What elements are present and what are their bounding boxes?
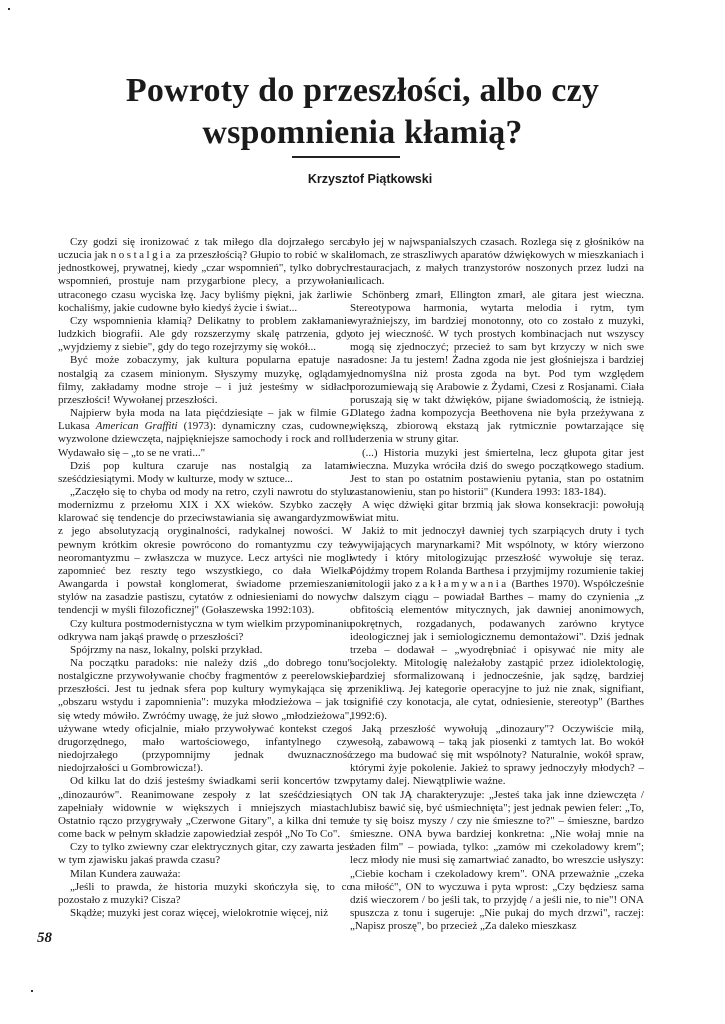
paragraph: Jaką przeszłość wywołują „dinozaury"? Oczywiście miłą, wesołą, zabawową – taką jak piosenki z tamtych lat. Bo wokół czego ma budować się mit wspólnoty? Naturalnie, wokół spraw, którymi żyje pokolenie. Jakież to sprawy jednoczyły młodych? – pytamy dalej. Niewątpliwie ważne. bbox=[350, 722, 644, 788]
title-divider bbox=[292, 156, 400, 158]
paragraph: Od kilku lat do dziś jesteśmy świadkami serii koncertów tzw. „dinozaurów". Reanimowane zespoły z lat sześćdziesiątych zapełniały widownie w większych i mniejszych miastach. Ostatnio rączo przygrywały „Czerwone Gitary", a kilka dni temu come back w pełnym składzie zapowiedział zespół „No To Co". bbox=[58, 775, 352, 841]
paragraph: Skądże; muzyki jest coraz więcej, wielokrotnie więcej, niż bbox=[70, 906, 329, 919]
paragraph: Milan Kundera zauważa: bbox=[70, 867, 181, 880]
paragraph: Być może zobaczymy, jak kultura popularna epatuje nas nostalgią za czasem minionym. Słyszymy muzykę, oglądamy filmy, zakładamy modne stroje – i już jesteśmy w sidłach przeszłości! Wywołanej przeszłości. bbox=[58, 354, 352, 406]
paragraph: Dziś pop kultura czaruje nas nostalgią za latami sześćdziesiątymi. Mody w kulturze, mody w sztuce... bbox=[58, 459, 352, 485]
paragraph: Czy wspomnienia kłamią? Delikatny to problem zakłamanie ludzkich biografii. Ale gdy rozszerzymy skalę patrzenia, gdy „wyjdziemy z siebie", gdy do tego rozejrzymy się wokół... bbox=[58, 314, 352, 354]
paragraph: Czy godzi się ironizować z tak miłego dla dojrzałego serca uczucia jak nostalgia za przeszłością? Głupio to robić w skali jednostkowej, prywatnej, kiedy „czar wspomnień", tylko dobrych wspomnień, prostuje nam przygarbione plecy, a przywołanie utraconego czasu wyciska łzę. Jacy byliśmy piękni, jak żarliwie kochaliśmy, jakie cudowne było kiedyś życie i świat... bbox=[58, 236, 353, 314]
paragraph: „Jeśli to prawda, że historia muzyki skończyła się, to co pozostało z muzyki? Cisza? bbox=[58, 880, 352, 906]
paragraph: Jakiż to mit jednoczył dawniej tych szarpiących druty i tych wywijających marynarkami? Mit wspólnoty, w który wierzono wtedy i który mitologizując przeszłość wywołuje się teraz. Pójdźmy tropem Rolanda Barthesa i przyjmijmy rozumienie takiej mitologii jako zakłamywania (Barthes 1970). Współcześnie w dalszym ciągu – powiadał Barthes – mamy do czynienia „z obfitością elementów mitycznych, jak dawniej anonimowych, pokrętnych, rozgadanych, podawanych zarówno krytyce ideologicznej jak i semiologicznemu demontażowi". Dziś jednak trzeba – dodawał – „wyodrębniać i opisywać nie mity ale socjolekty. Mitologię należałoby zastąpić przez idiolektologię, bardziej sformalizowaną i jednocześnie, jak sądzę, bardziej przenikliwą. Jej kategorie operacyjne to już nie znak, signifiant, signifié czy konotacja, ale cytat, odniesienie, stereotyp" (Barthes 1992:6). bbox=[350, 525, 644, 722]
spaced-emphasis: nostalgia bbox=[110, 249, 174, 262]
paragraph: (...) Historia muzyki jest śmiertelna, lecz głupota gitar jest wieczna. Muzyka wróciła dziś do swego początkowego stadium. Jest to stan po ostatnim postawieniu pytania, stan po ostatnim zastanowieniu, stan po historii" (Kundera 1993: 183-184). bbox=[350, 446, 644, 498]
page-number: 58 bbox=[37, 930, 52, 946]
paragraph: A więc dźwięki gitar brzmią jak słowa konsekracji: powołują świat mitu. bbox=[350, 499, 644, 525]
paragraph: Czy kultura postmodernistyczna w tym wielkim przypominaniu odkrywa nam jakąś prawdę o przeszłości? bbox=[58, 617, 352, 643]
paragraph: Spójrzmy na nasz, lokalny, polski przykład. bbox=[70, 643, 263, 656]
left-column bbox=[58, 236, 352, 920]
scan-mark bbox=[8, 8, 10, 10]
paragraph: Schönberg zmarł, Ellington zmarł, ale gitara jest wieczna. Stereotypowa harmonia, wytarta melodia i rytm, tym wyraźniejszy, im bardziej monotonny, oto co zostało z muzyki, oto jej wieczność. W tych prostych kombinacjach nut wszyscy mogą się zjednoczyć; przecież to sam byt krzyczy w nich swe radosne: Ja tu jestem! Żadna zgoda nie jest głośniejsza i bardziej jednomyślna niż prosta zgoda na byt. Pod tym względem porozumiewają się Arabowie z Żydami, Czesi z Rosjanami. Ciała poruszają się w takt dźwięków, pijane świadomością, że istnieją. Dlatego żadna kompozycja Beethovena nie była przeżywana z większą, zbiorową ekstazą jak rytmicznie powtarzające się uderzenia w struny gitar. bbox=[350, 288, 644, 446]
paragraph: ON tak JĄ charakteryzuje: „Jesteś taka jak inne dziewczęta / lubisz bawić się, być uśmiechnięta"; jest jednak pewien feler: „To, że ty się boisz myszy / czy nie śmieszne to?" – śmieszne, bardzo śmieszne. ONA bywa bardziej konkretna: „Nie wołaj mnie na żaden film" – powiada, tylko: „zamów mi czekoladowy krem"; lecz młody nie musi się zamartwiać zanadto, bo wreszcie usłyszy: „Ciebie kocham i czekoladowy krem". ONA przeważnie „czeka na miłość", ON to wyczuwa i pyta wprost: „Czy będziesz sama dziś wieczorem / bo jeśli tak, to przyjdę / a jeśli nie, to nie"! ONA spuszcza z tonu i sugeruje: „Nie pukaj do mych drzwi", raczej: „Napisz proszę", bo przecież „Za daleko mieszkasz bbox=[350, 788, 644, 933]
paragraph: było jej w najwspanialszych czasach. Rozlega się z głośników na domach, ze straszliwych aparatów dźwiękowych w mieszkaniach i restauracjach, z małych tranzystorów noszonych przez ludzi na ulicach. bbox=[350, 236, 644, 288]
scan-mark bbox=[31, 990, 33, 992]
article-author: Krzysztof Piątkowski bbox=[307, 172, 433, 186]
paragraph: Czy to tylko zwiewny czar elektrycznych gitar, czy zawarta jest w tym zjawisku jakaś prawda czasu? bbox=[58, 841, 352, 867]
paragraph: Najpierw była moda na lata pięćdziesiąte – jak w filmie G. Lukasa American Graffiti (1973): dynamiczny czas, cudowne, wyzwolone dziewczęta, najpiękniejsze samochody i rock and roll! Wydawało się – „to se ne vrati..." bbox=[58, 407, 353, 459]
right-column bbox=[350, 236, 644, 933]
paragraph: „Zaczęło się to chyba od mody na retro, czyli nawrotu do stylu modernizmu z przełomu XIX i XX wieków. Szybko zaczęły klarować się tendencje do przeciwstawiania się awangardyzmowi z jego absolutyzacją oryginalności, radykalnej nowości. W pewnym krótkim okresie powrócono do romantyzmu czy też neoromantyzmu – zwłaszcza w muzyce. Lecz artyści nie mogli zapomnieć bez reszty tego wszystkiego, co dała Wielka Awangarda i powstał konglomerat, świadome przemieszanie stylów na zasadzie pastiszu, cytatów z odniesieniami do nowych tendencji w myśli filozoficznej" (Gołaszewska 1992:103). bbox=[58, 485, 352, 617]
film-title: American Graffiti bbox=[95, 420, 178, 433]
spaced-emphasis: zakłamywania bbox=[415, 578, 509, 591]
article-title: Powroty do przeszłości, albo czy wspomnienia kłamią? bbox=[125, 72, 600, 151]
paragraph: Na początku paradoks: nie należy dziś „do dobrego tonu" nostalgiczne przywoływanie choćby fragmentów z peerelowskiej przeszłości. Jest tu jednak sfera pop kultury wymykająca się z „obszaru wstydu i zapomnienia": muzyka młodzieżowa – jak to się wtedy mówiło. Zwróćmy uwagę, że już słowo „młodzieżowa", używane wtedy oficjalnie, miało przywoływać kontekst czegoś drugorzędnego, mało wartościowego, infantylnego czy niedojrzałego (przypomnijmy jednak dwuznaczność niedojrzałości u Gombrowicza!). bbox=[58, 657, 352, 775]
